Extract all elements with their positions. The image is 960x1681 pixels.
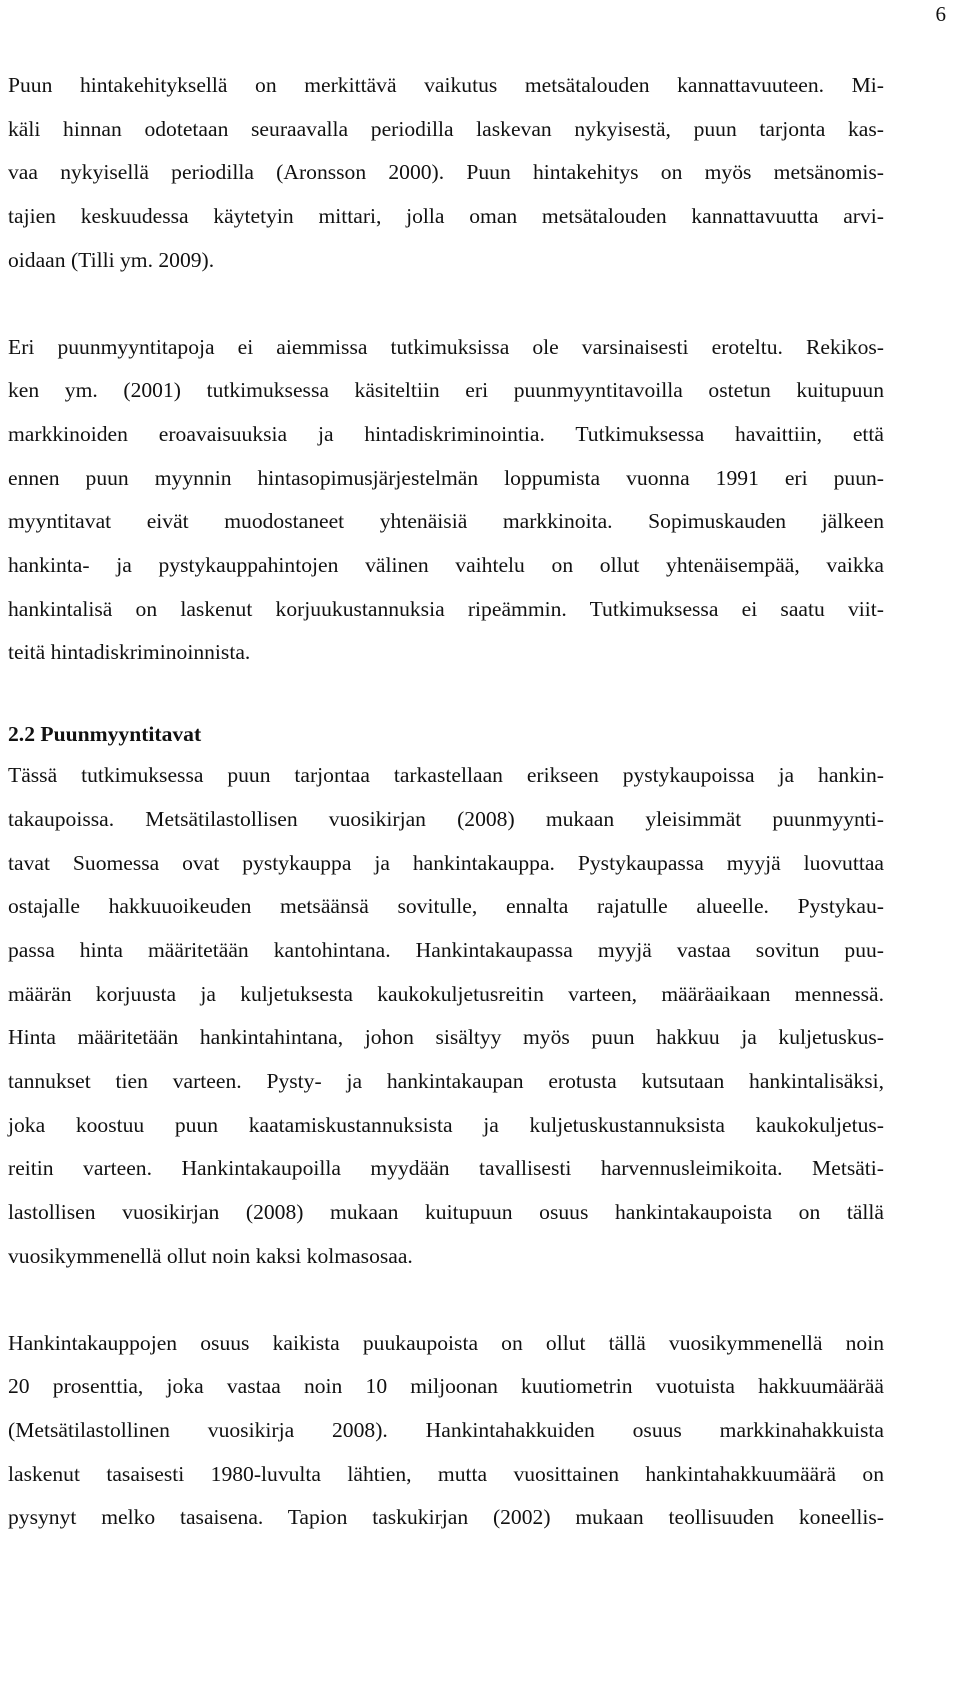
text-line: määrän korjuusta ja kuljetuksesta kaukokuljetusreitin varteen, määräaikaan mennessä. bbox=[8, 981, 884, 1006]
text-line: takaupoissa. Metsätilastollisen vuosikirjan (2008) mukaan yleisimmät puunmyynti- bbox=[8, 806, 884, 831]
text-line: Hinta määritetään hankintahintana, johon sisältyy myös puun hakkuu ja kuljetuskus- bbox=[8, 1025, 884, 1050]
text-line: tajien keskuudessa käytetyin mittari, jolla oman metsätalouden kannattavuutta arvi- bbox=[8, 204, 884, 229]
section-heading: 2.2 Puunmyyntitavat bbox=[8, 722, 202, 747]
text-line: myyntitavat eivät muodostaneet yhtenäisiä markkinoita. Sopimuskauden jälkeen bbox=[8, 509, 884, 534]
text-line: tannukset tien varteen. Pysty- ja hankintakaupan erotusta kutsutaan hankintalisäksi, bbox=[8, 1069, 884, 1094]
text-line: hankintalisä on laskenut korjuukustannuksia ripeämmin. Tutkimuksessa ei saatu viit- bbox=[8, 596, 884, 621]
text-line: teitä hintadiskriminoinnista. bbox=[8, 640, 251, 665]
paragraph-sale-methods bbox=[8, 754, 884, 1278]
text-line: Tässä tutkimuksessa puun tarjontaa tarkastellaan erikseen pystykaupoissa ja hankin- bbox=[8, 763, 884, 788]
text-line: reitin varteen. Hankintakaupoilla myydään tavallisesti harvennusleimikoita. Metsäti- bbox=[8, 1156, 884, 1181]
text-line: vaa nykyisellä periodilla (Aronsson 2000). Puun hintakehitys on myös metsänomis- bbox=[8, 160, 884, 185]
text-line: joka koostuu puun kaatamiskustannuksista ja kuljetuskustannuksista kaukokuljetus- bbox=[8, 1112, 884, 1137]
text-line: Puun hintakehityksellä on merkittävä vaikutus metsätalouden kannattavuuteen. Mi- bbox=[8, 73, 884, 97]
text-line: 20 prosenttia, joka vastaa noin 10 miljoonan kuutiometrin vuotuista hakkuumäärää bbox=[8, 1374, 884, 1399]
page-number: 6 bbox=[935, 2, 946, 26]
text-line: hankinta- ja pystykauppahintojen välinen vaihtelu on ollut yhtenäisempää, vaikka bbox=[8, 553, 884, 578]
paragraph-spacer bbox=[8, 283, 884, 326]
text-line: pysynyt melko tasaisena. Tapion taskukirjan (2002) mukaan teollisuuden koneellis- bbox=[8, 1505, 884, 1530]
text-line: ken ym. (2001) tutkimuksessa käsiteltiin eri puunmyyntitavoilla ostetun kuitupuun bbox=[8, 378, 884, 403]
text-line: tavat Suomessa ovat pystykauppa ja hankintakauppa. Pystykaupassa myyjä luovuttaa bbox=[8, 850, 884, 875]
paragraph-delivery-sales-share bbox=[8, 1322, 884, 1541]
text-line: passa hinta määritetään kantohintana. Hankintakaupassa myyjä vastaa sovitun puu- bbox=[8, 937, 884, 962]
text-line: (Metsätilastollinen vuosikirja 2008). Hankintahakkuiden osuus markkinahakkuista bbox=[8, 1417, 884, 1442]
text-line: lastollisen vuosikirjan (2008) mukaan kuitupuun osuus hankintakaupoista on tällä bbox=[8, 1200, 884, 1225]
text-line: Eri puunmyyntitapoja ei aiemmissa tutkimuksissa ole varsinaisesti eroteltu. Rekikos- bbox=[8, 334, 884, 359]
text-line: markkinoiden eroavaisuuksia ja hintadiskriminointia. Tutkimuksessa havaittiin, että bbox=[8, 421, 884, 446]
text-line: käli hinnan odotetaan seuraavalla periodilla laskevan nykyisestä, puun tarjonta kas- bbox=[8, 116, 884, 141]
text-line: ostajalle hakkuuoikeuden metsäänsä sovitulle, ennalta rajatulle alueelle. Pystykau- bbox=[8, 894, 884, 919]
text-line: vuosikymmenellä ollut noin kaksi kolmasosaa. bbox=[8, 1243, 413, 1268]
paragraph-spacer bbox=[8, 1279, 884, 1322]
paragraph-previous-studies bbox=[8, 326, 884, 676]
document-body bbox=[8, 64, 884, 1540]
text-line: Hankintakauppojen osuus kaikista puukaupoista on ollut tällä vuosikymmenellä noin bbox=[8, 1330, 884, 1355]
paragraph-price-development bbox=[8, 64, 884, 283]
paragraph-spacer bbox=[8, 675, 884, 714]
text-line: ennen puun myynnin hintasopimusjärjestelmän loppumista vuonna 1991 eri puun- bbox=[8, 465, 884, 490]
text-line: oidaan (Tilli ym. 2009). bbox=[8, 247, 215, 272]
text-line: laskenut tasaisesti 1980-luvulta lähtien, mutta vuosittainen hankintahakkuumäärä on bbox=[8, 1461, 884, 1486]
